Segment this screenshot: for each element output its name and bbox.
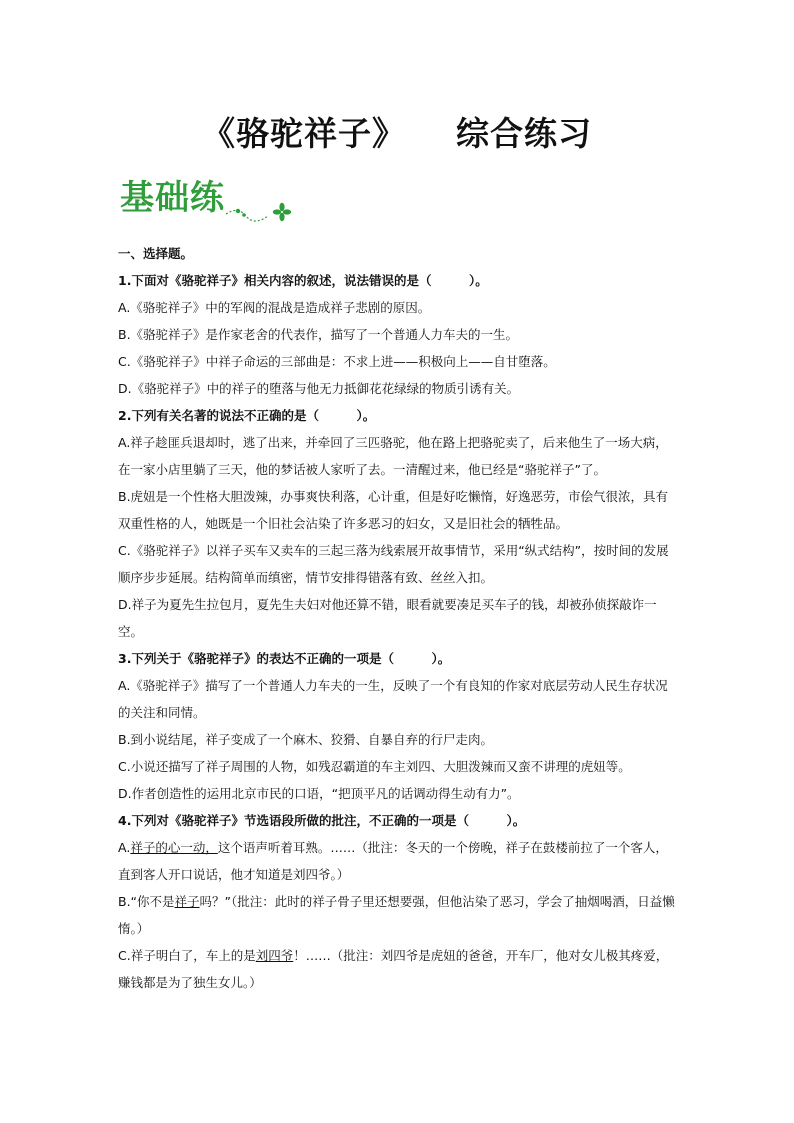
q3-option-a: A.《骆驼祥子》描写了一个普通人力车夫的一生，反映了一个有良知的作家对底层劳动人民生存状况的关注和同情。 [118, 678, 668, 720]
q4-a-prefix: A. [118, 840, 131, 855]
section-badge [120, 176, 300, 226]
q4-option-a [118, 834, 680, 888]
clover-vine-icon [224, 192, 296, 222]
q3-option-d: D.作者创造性的运用北京市民的口语，“把顶平凡的话调动得生动有力”。 [118, 786, 520, 801]
badge-label: 基础练 [120, 178, 225, 218]
exercise-content [118, 240, 680, 996]
q2-option-d: D.祥子为夏先生拉包月，夏先生夫妇对他还算不错，眼看就要凑足买车子的钱，却被孙侦探敲诈一空。 [118, 597, 657, 639]
q2-option-a: A.祥子趁匪兵退却时，逃了出来，并牵回了三匹骆驼，他在路上把骆驼卖了，后来他生了一场大病，在一家小店里躺了三天，他的梦话被人家听了去。一清醒过来，他已经是“骆驼祥子”了。 [118, 435, 668, 477]
q4-option-c [118, 942, 680, 996]
q4-b-underlined: 祥子 [174, 894, 200, 909]
q1-option-a: A.《骆驼祥子》中的军阀的混战是造成祥子悲剧的原因。 [118, 300, 431, 315]
question-1-stem: 1.下面对《骆驼祥子》相关内容的叙述，说法错误的是（ ）。 [118, 273, 488, 288]
q1-option-d: D.《骆驼祥子》中的祥子的堕落与他无力抵御花花绿绿的物质引诱有关。 [118, 381, 520, 396]
q4-b-rest: 吗？”（批注：此时的祥子骨子里还想要强，但他沾染了恶习，学会了抽烟喝酒，日益懒惰。） [118, 894, 675, 936]
question-3-stem: 3.下列关于《骆驼祥子》的表达不正确的一项是（ ）。 [118, 651, 451, 666]
section-heading: 一、选择题。 [118, 246, 194, 261]
q4-a-rest: 这个语声听着耳熟。……（批注：冬天的一个傍晚，祥子在鼓楼前拉了一个客人，直到客人开口说话，他才知道是刘四爷。） [118, 840, 668, 882]
q2-option-c: C.《骆驼祥子》以祥子买车又卖车的三起三落为线索展开故事情节，采用“纵式结构”，按时间的发展顺序步步延展。结构简单而缜密，情节安排得错落有致、丝丝入扣。 [118, 543, 669, 585]
q1-option-b: B.《骆驼祥子》是作家老舍的代表作，描写了一个普通人力车夫的一生。 [118, 327, 519, 342]
q2-option-b: B.虎妞是一个性格大胆泼辣，办事爽快利落，心计重，但是好吃懒惰，好逸恶劳，市侩气很浓，具有双重性格的人，她既是一个旧社会沾染了许多恶习的妇女，又是旧社会的牺牲品。 [118, 489, 669, 531]
q4-option-b [118, 888, 680, 942]
q3-option-b: B.到小说结尾，祥子变成了一个麻木、狡猾、自暴自弃的行尸走肉。 [118, 732, 494, 747]
q4-b-open: B.“你不是 [118, 894, 175, 909]
question-2-stem: 2.下列有关名著的说法不正确的是（ ）。 [118, 408, 376, 423]
q4-a-underlined: 祥子的心一动， [130, 840, 218, 855]
page-title: 《骆驼祥子》 综合练习 [202, 114, 592, 153]
q4-c-open: C.祥子明白了，车上的是 [118, 948, 256, 963]
q4-c-underlined: 刘四爷 [255, 948, 294, 963]
question-4-stem: 4.下列对《骆驼祥子》节选语段所做的批注，不正确的一项是（ ）。 [118, 813, 526, 828]
q4-c-rest: ！……（批注：刘四爷是虎妞的爸爸，开车厂，他对女儿极其疼爱，赚钱都是为了独生女儿。） [118, 948, 669, 990]
q3-option-c: C.小说还描写了祥子周围的人物，如残忍霸道的车主刘四、大胆泼辣而又蛮不讲理的虎妞等。 [118, 759, 631, 774]
q1-option-c: C.《骆驼祥子》中祥子命运的三部曲是：不求上进——积极向上——自甘堕落。 [118, 354, 556, 369]
